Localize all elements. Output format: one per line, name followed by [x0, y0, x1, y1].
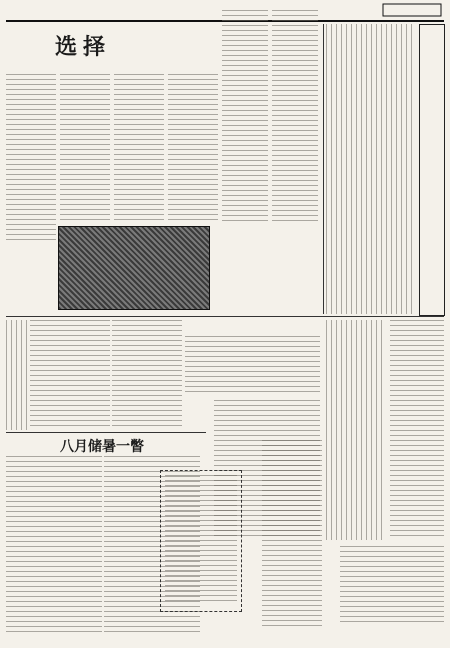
lower-left-article-2 — [112, 320, 182, 430]
feature-body-col-2 — [60, 74, 110, 224]
poem-title: 八月储暑一瞥 — [60, 439, 144, 455]
lower-left-sidebar — [6, 320, 28, 430]
article-1-body — [185, 336, 320, 396]
feature-body-col-5 — [222, 10, 268, 224]
lower-left-article — [30, 320, 110, 430]
feature-body-col-4 — [168, 74, 218, 224]
newspaper-nameplate-icon — [382, 2, 442, 18]
feature-title: 选择 — [55, 34, 112, 60]
lower-rule — [6, 432, 206, 433]
poem-body-left — [6, 456, 102, 636]
mid-rule — [6, 316, 444, 317]
column-rule-right — [323, 24, 324, 314]
right-lower-article — [390, 320, 444, 540]
article-4-body — [262, 440, 322, 630]
poem-list-box — [160, 470, 242, 612]
right-headline-box — [419, 24, 445, 316]
right-col-text-1 — [326, 24, 416, 314]
center-vertical-text — [326, 320, 386, 540]
feature-body-col-1 — [6, 74, 56, 244]
photograph-icon — [58, 226, 210, 310]
poem-list — [165, 475, 237, 605]
article-5-body — [340, 546, 444, 626]
feature-body-col-3 — [114, 74, 164, 224]
feature-body-col-6 — [272, 10, 318, 224]
